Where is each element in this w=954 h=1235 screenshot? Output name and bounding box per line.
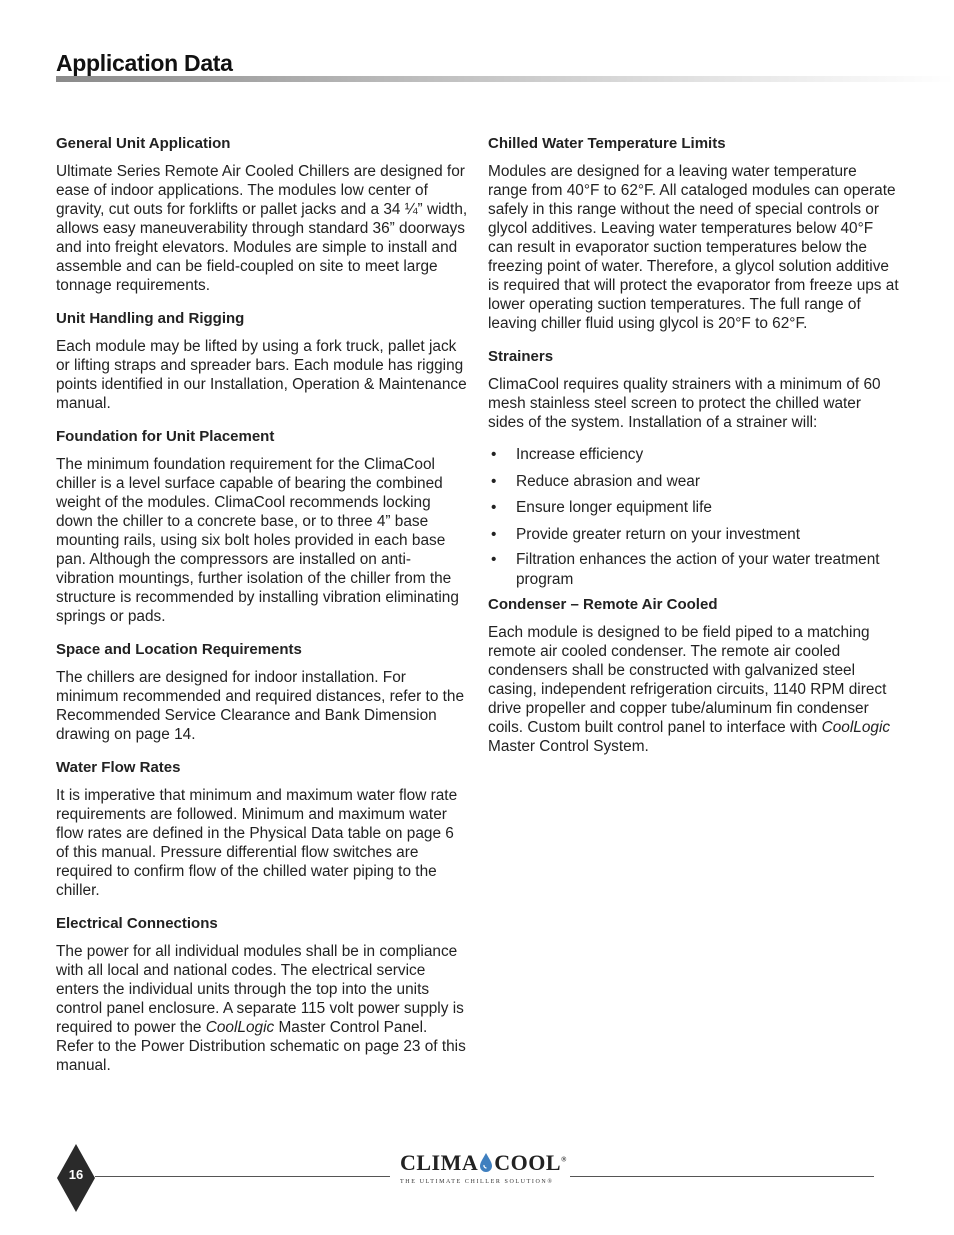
footer-rule-right xyxy=(570,1176,874,1177)
section-strainers xyxy=(488,348,900,590)
climacool-logo xyxy=(397,1150,567,1192)
logo-tagline: THE ULTIMATE CHILLER SOLUTION® xyxy=(400,1179,554,1185)
section-water-flow-rates xyxy=(56,759,468,900)
registered-mark: ® xyxy=(561,1155,567,1164)
list-item: • Ensure longer equipment life xyxy=(491,499,712,516)
section-general-unit-application xyxy=(56,135,468,295)
section-body: Ultimate Series Remote Air Cooled Chillers are designed for ease of indoor applications. The modules low center of gravity, cut outs for forklifts or pallet jacks and a 34 ¼” width, allows easy maneuverability through standard 36” doorways and into freight elevators. Modules are simple to install and assemble and can be field-coupled on site to meet large tonnage requirements. xyxy=(56,163,468,294)
section-unit-handling xyxy=(56,310,468,413)
section-body: ClimaCool requires quality strainers with a minimum of 60 mesh stainless steel screen to protect the chilled water sides of the system. Installation of a strainer will: xyxy=(488,376,881,431)
list-item: • Reduce abrasion and wear xyxy=(491,472,700,490)
right-column xyxy=(488,135,900,771)
section-body xyxy=(56,942,468,1075)
section-body: The minimum foundation requirement for the ClimaCool chiller is a level surface capable of bearing the combined weight of the modules. ClimaCool recommends locking down the chiller to a concrete base, or to three 4” base mounting rails, using six bolt holes provided in each base pan. Although the compressors are installed on anti-vibration mountings, further isolation of the chiller from the structure is recommended by installing vibration eliminating springs or pads. xyxy=(56,456,459,625)
section-heading: Space and Location Requirements xyxy=(56,641,302,658)
footer-rule-left xyxy=(95,1176,390,1177)
bullet: • xyxy=(491,525,497,543)
page-title: Application Data xyxy=(56,50,233,76)
list-item: • Increase efficiency xyxy=(491,446,644,463)
product-name: CoolLogic xyxy=(205,1019,275,1036)
body-text: Master Control Panel. Refer to the Power Distribution schematic on page 23 of this manual. xyxy=(56,1019,466,1074)
product-name: CoolLogic xyxy=(821,718,891,736)
section-body: The chillers are designed for indoor installation. For minimum recommended and required distances, refer to the Recommended Service Clearance and Bank Dimension drawing on page 14. xyxy=(56,669,465,743)
body-text: Master Control System. xyxy=(488,737,649,755)
logo-text-left: CLIMA xyxy=(400,1150,479,1175)
section-body: Modules are designed for a leaving water temperature range from 40°F to 62°F. All cataloged modules can operate safely in this range without the need of special controls or glycol additives. Leaving water temperatures below 40°F can result in evaporator suction temperatures below the freezing point of water. Therefore, a glycol solution additive is required that will protect the evaporator from freeze ups at lower operating suction temperatures. The full range of leaving chiller fluid using glycol is 20°F to 62°F. xyxy=(488,163,899,332)
water-drop-icon xyxy=(479,1152,493,1172)
strainer-benefits-list xyxy=(488,444,900,590)
bullet: • xyxy=(491,551,497,568)
section-foundation xyxy=(56,428,468,626)
section-heading: Condenser – Remote Air Cooled xyxy=(488,595,718,613)
left-column xyxy=(56,135,468,1090)
section-body xyxy=(488,623,900,756)
section-body: Each module may be lifted by using a fork truck, pallet jack or lifting straps and spreader bars. Each module has rigging points identified in our Installation, Operation & Maintenance manual. xyxy=(56,338,467,412)
section-heading: General Unit Application xyxy=(56,135,231,152)
section-body: It is imperative that minimum and maximum water flow rate requirements are followed. Minimum and maximum water flow rates are defined in the Physical Data table on page 6 of this manual. Pressure differential flow switches are required to confirm flow of the chilled water piping to the chiller. xyxy=(56,787,458,899)
section-heading: Chilled Water Temperature Limits xyxy=(488,135,726,152)
section-heading: Unit Handling and Rigging xyxy=(56,310,245,327)
body-text: The power for all individual modules shall be in compliance with all local and national codes. The electrical service enters the individual units through the top into the units control panel enclosure. A separate 115 volt power supply is required to power the xyxy=(56,943,464,1036)
page-number: 16 xyxy=(68,1167,84,1182)
section-condenser xyxy=(488,596,900,756)
section-heading: Strainers xyxy=(488,348,554,365)
list-item: • Provide greater return on your investment xyxy=(491,525,801,543)
list-item: • Filtration enhances the action of your water treatment program xyxy=(491,551,880,588)
body-text: Each module is designed to be field piped to a matching remote air cooled condenser. The remote air cooled condensers shall be constructed with galvanized steel casing, independent refrigeration circuits, 1140 RPM direct drive propeller and copper tube/aluminum fin condenser coils. Custom built control panel to interface with xyxy=(488,623,887,736)
section-space-location xyxy=(56,641,468,744)
bullet: • xyxy=(491,472,497,490)
logo-text-right: COOL xyxy=(494,1150,562,1175)
section-heading: Foundation for Unit Placement xyxy=(56,428,275,445)
bullet: • xyxy=(491,446,497,463)
section-heading: Electrical Connections xyxy=(56,915,218,932)
title-rule xyxy=(56,76,954,82)
section-electrical-connections xyxy=(56,915,468,1075)
section-heading: Water Flow Rates xyxy=(56,759,181,776)
logo-wordmark xyxy=(400,1150,567,1176)
bullet: • xyxy=(491,499,497,516)
section-chilled-water-limits xyxy=(488,135,900,333)
